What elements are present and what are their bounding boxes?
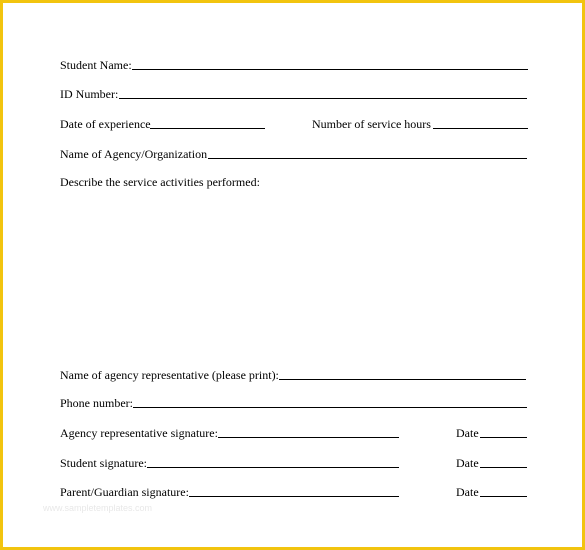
rep-signature-date-label: Date [456,426,479,440]
rep-signature-date-field[interactable] [480,437,527,438]
student-signature-field[interactable] [147,467,399,468]
phone-field[interactable] [133,407,527,408]
student-signature-date-label: Date [456,456,479,470]
service-hours-label: Number of service hours [312,117,431,131]
student-signature-date-field[interactable] [480,467,527,468]
parent-signature-date-label: Date [456,485,479,499]
rep-name-field[interactable] [279,379,526,380]
date-experience-field[interactable] [150,128,265,129]
rep-signature-field[interactable] [218,437,399,438]
describe-label: Describe the service activities performed: [60,175,260,189]
id-number-field[interactable] [119,98,527,99]
phone-label: Phone number: [60,396,133,410]
student-signature-label: Student signature: [60,456,147,470]
agency-field[interactable] [208,158,527,159]
service-hours-field[interactable] [433,128,528,129]
watermark: www.sampletemplates.com [43,503,153,513]
id-number-label: ID Number: [60,87,119,101]
parent-signature-date-field[interactable] [480,496,527,497]
rep-signature-label: Agency representative signature: [60,426,218,440]
rep-name-label: Name of agency representative (please print): [60,368,279,382]
parent-signature-label: Parent/Guardian signature: [60,485,189,499]
agency-label: Name of Agency/Organization [60,147,208,161]
parent-signature-field[interactable] [189,496,399,497]
student-name-field[interactable] [132,69,528,70]
student-name-label: Student Name: [60,58,132,72]
date-experience-label: Date of experience [60,117,151,131]
